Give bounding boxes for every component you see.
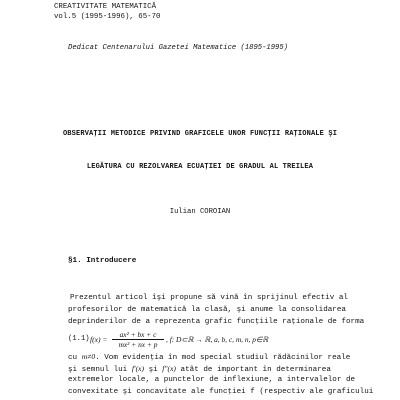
article-title-line-1: OBSERVAŢII METODICE PRIVIND GRAFICELE UNOR FUNCŢII RAŢIONALE ŞI <box>62 130 338 138</box>
equation-lhs: f(x) = <box>90 335 108 344</box>
body-line <box>68 352 350 362</box>
journal-header <box>54 2 160 22</box>
body-line <box>68 364 331 374</box>
inline-math: m≠0 <box>81 352 96 361</box>
section-heading: §1. Introducere <box>68 257 137 265</box>
fraction-denominator: mx² + nx + p <box>118 340 158 349</box>
text-fragment: şi semnul lui <box>68 366 128 374</box>
text-fragment: şi <box>148 366 158 374</box>
inline-math: f″(x) <box>162 364 176 373</box>
equation-fraction <box>112 330 164 349</box>
text-fragment: cu <box>68 354 78 362</box>
equation-domain: , f: D⊂ℝ → ℝ, a, b, c, m, n, p∈ℝ <box>166 335 269 344</box>
text-fragment: . Vom evidenţia în mod special studiul rădăcinilor reale <box>95 354 351 362</box>
article-title-line-2: LEGĂTURA CU REZOLVAREA ECUAŢIEI DE GRADUL AL TREILEA <box>86 163 314 171</box>
body-line: extremelor locale, a punctelor de inflexiune, a intervalelor de <box>68 376 356 384</box>
text-fragment: atât de important în determinarea <box>180 366 331 374</box>
body-line: Prezentul articol îşi propune să vină în sprijinul efectiv al <box>70 294 348 302</box>
equation-tag: (1.1) <box>68 335 90 343</box>
dedication: Dedicat Centenarului Gazetei Matematice (1895-1995) <box>68 44 288 52</box>
journal-name: CREATIVITATE MATEMATICĂ <box>54 3 157 11</box>
body-line: convexitate şi concavitate ale funcţiei f (respectiv ale graficului <box>68 388 374 396</box>
body-line: deprinderilor de a reprezenta grafic funcţiile raţionale de forma <box>68 318 365 326</box>
author-name: Iulian COROIAN <box>169 208 231 216</box>
fraction-numerator: ax² + bx + c <box>112 330 164 340</box>
volume-info: vol.5 (1995-1996), 65-70 <box>54 13 161 21</box>
inline-math: f′(x) <box>131 364 145 373</box>
body-line: profesorilor de matematică la clasă, şi anume la consolidarea <box>68 306 346 314</box>
